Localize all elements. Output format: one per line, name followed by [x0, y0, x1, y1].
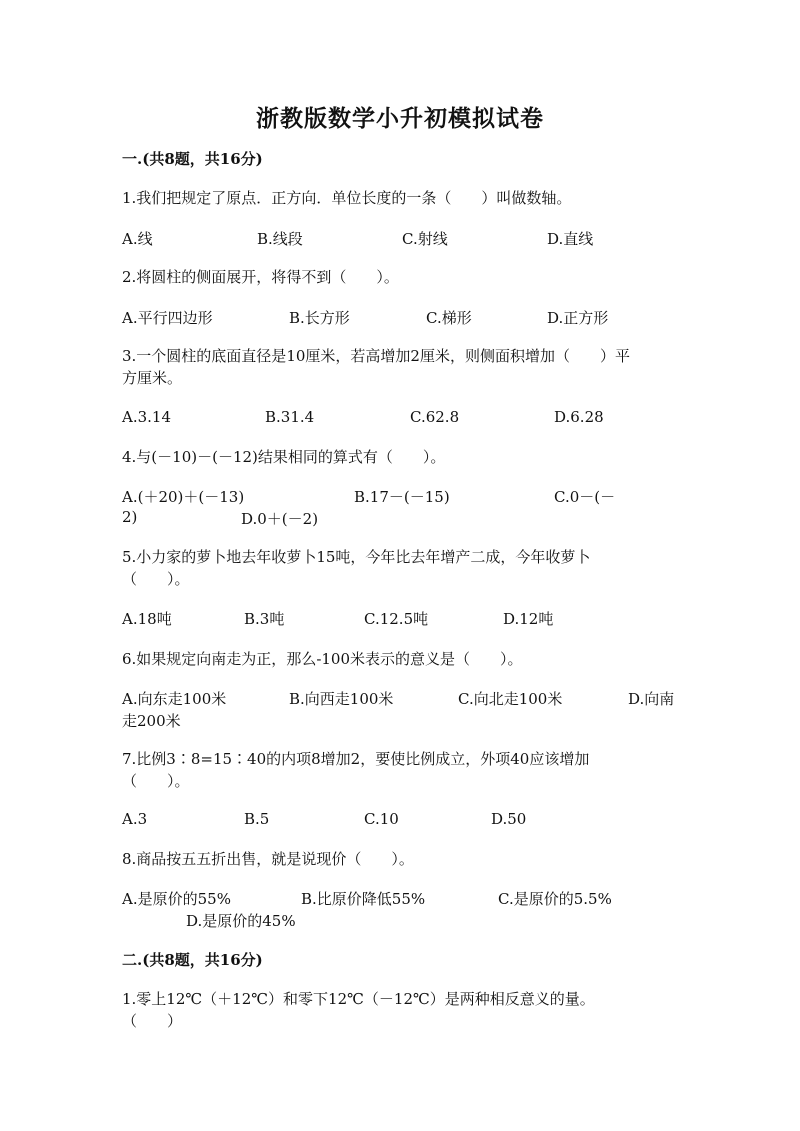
option-a: A.平行四边形 — [122, 309, 213, 327]
question-4 — [122, 446, 682, 468]
question-stem-line-1: 7.比例3∶8=15∶40的内项8增加2，要使比例成立，外项40应该增加 — [122, 750, 590, 768]
option-c: C.12.5吨 — [364, 610, 429, 628]
question-stem-line-2: （ ）。 — [122, 772, 190, 790]
option-a: A.线 — [122, 230, 153, 248]
option-c: C.0－(－ — [554, 488, 616, 506]
question-5 — [122, 546, 682, 590]
option-b: B.向西走100米 — [289, 690, 394, 708]
option-a: A.3.14 — [122, 408, 171, 426]
option-b: B.比原价降低55% — [301, 890, 426, 908]
question-8-options — [122, 888, 682, 932]
option-a: A.18吨 — [122, 610, 172, 628]
option-c: C.向北走100米 — [458, 690, 563, 708]
question-4-options — [122, 486, 682, 530]
question-stem: 2.将圆柱的侧面展开，将得不到（ ）。 — [122, 268, 399, 286]
option-a: A.3 — [122, 810, 148, 828]
question-2-1 — [122, 988, 682, 1032]
question-stem-line-2: （ ）。 — [122, 570, 190, 588]
option-a: A.是原价的55% — [122, 890, 231, 908]
option-c: C.射线 — [402, 230, 448, 248]
question-7 — [122, 748, 682, 792]
option-d: D.0＋(－2) — [241, 510, 319, 528]
option-d: D.50 — [491, 810, 527, 828]
question-3 — [122, 345, 682, 389]
option-b: B.长方形 — [289, 309, 350, 327]
option-c: C.是原价的5.5% — [498, 890, 612, 908]
option-d: D.直线 — [547, 230, 594, 248]
question-stem-line-1: 1.零上12℃（＋12℃）和零下12℃（－12℃）是两种相反意义的量。 — [122, 990, 595, 1008]
question-stem: 6.如果规定向南走为正，那么-100米表示的意义是（ ）。 — [122, 650, 523, 668]
question-stem: 4.与(－10)－(－12)结果相同的算式有（ ）。 — [122, 448, 446, 466]
question-stem-line-2: （ ） — [122, 1012, 183, 1030]
question-stem-line-1: 3.一个圆柱的底面直径是10厘米，若高增加2厘米，则侧面积增加（ ）平 — [122, 347, 630, 365]
question-6 — [122, 648, 682, 670]
question-6-options — [122, 688, 682, 732]
option-d: D.是原价的45% — [186, 912, 296, 930]
option-b: B.3吨 — [244, 610, 285, 628]
option-d-continued: 走200米 — [122, 712, 181, 730]
option-b: B.线段 — [257, 230, 303, 248]
question-stem: 1.我们把规定了原点．正方向．单位长度的一条（ ）叫做数轴。 — [122, 189, 572, 207]
question-1 — [122, 187, 682, 209]
option-c: C.10 — [364, 810, 399, 828]
question-stem-line-2: 方厘米。 — [122, 369, 183, 387]
option-d: D.向南 — [628, 690, 675, 708]
option-b: B.31.4 — [265, 408, 315, 426]
section-heading-1: 一.(共8题，共16分) — [122, 150, 263, 168]
option-c: C.62.8 — [410, 408, 460, 426]
section-heading-2: 二.(共8题，共16分) — [122, 951, 263, 969]
option-a: A.向东走100米 — [122, 690, 227, 708]
option-b: B.5 — [244, 810, 270, 828]
option-b: B.17－(－15) — [354, 488, 450, 506]
question-stem-line-1: 5.小力家的萝卜地去年收萝卜15吨，今年比去年增产二成，今年收萝卜 — [122, 548, 591, 566]
question-stem: 8.商品按五五折出售，就是说现价（ ）。 — [122, 850, 414, 868]
option-a: A.(＋20)＋(－13) — [122, 488, 245, 506]
exam-title: 浙教版数学小升初模拟试卷 — [256, 105, 544, 132]
question-8 — [122, 848, 682, 870]
option-c-continued: 2) — [122, 508, 138, 526]
option-c: C.梯形 — [426, 309, 472, 327]
option-d: D.正方形 — [547, 309, 609, 327]
option-d: D.12吨 — [503, 610, 554, 628]
question-5-options — [122, 608, 682, 652]
option-d: D.6.28 — [554, 408, 604, 426]
question-2 — [122, 266, 682, 288]
